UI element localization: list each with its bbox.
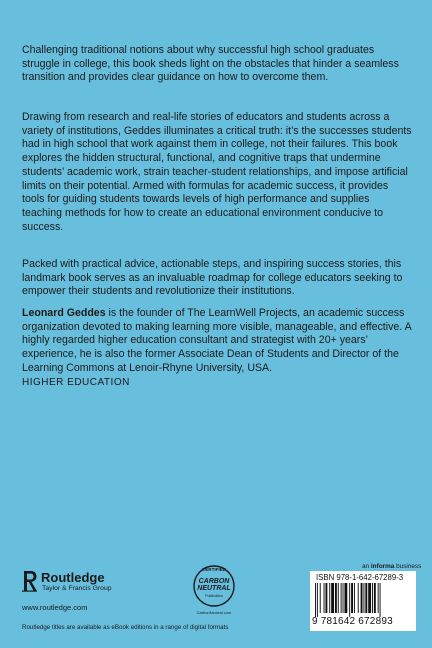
routledge-r-logo-icon: [22, 570, 38, 592]
informa-prefix: an: [362, 563, 371, 570]
informa-brand: informa: [370, 563, 395, 570]
author-bio: [22, 307, 412, 376]
publisher-url: www.routledge.com: [22, 603, 88, 612]
isbn-barcode: [310, 571, 416, 631]
author-name: Leonard Geddes: [22, 307, 106, 319]
informa-suffix: business: [394, 563, 422, 570]
ebook-note: Routledge titles are available as eBook editions in a range of digital formats: [22, 624, 229, 631]
isbn-label: ISBN 978-1-642-67289-3: [316, 573, 404, 582]
informa-business-label: [362, 563, 421, 570]
publisher-name: Routledge: [41, 570, 105, 585]
description-paragraph-2: Drawing from research and real-life stories of educators and students across a variety of institutions, Geddes illuminates a critical truth: it’s the successes students had in high school that work against them in college, not their failures. This book explores the hidden structural, functional, and cognitive traps that undermine students’ academic work, strain teacher-student relationships, and impose artificial limits on their potential. Armed with formulas for academic success, it provides tools for guiding students towards levels of high performance and supplies teaching methods for how to create an educational environment conducive to success.: [22, 111, 412, 233]
barcode-digits: 9 781642 672893: [312, 616, 393, 627]
carbon-badge-line2: NEUTRAL: [197, 585, 231, 592]
description-paragraph-1: Challenging traditional notions about why successful high school graduates struggle in college, this book sheds light on the obstacles that hinder a seamless transition and provides clear guidance on how to overcome them.: [22, 44, 399, 84]
carbon-badge-top: CERTIFIED: [201, 567, 227, 572]
subject-category: HIGHER EDUCATION: [22, 377, 130, 388]
carbon-badge-sub: Publication: [205, 594, 223, 598]
carbon-neutral-badge-icon: [186, 562, 242, 624]
carbon-badge-line1: CARBON: [198, 578, 230, 585]
barcode-icon: [315, 583, 411, 617]
description-paragraph-3: Packed with practical advice, actionable steps, and inspiring success stories, this landmark book serves as an invaluable roadmap for college educators seeking to empower their students and revolutionize their institutions.: [22, 258, 403, 298]
publisher-group: Taylor & Francis Group: [42, 585, 112, 592]
carbon-badge-url: CarbonNeutral.com: [196, 610, 232, 615]
author-bio-text: is the founder of The LearnWell Projects, an academic success organization devoted to making learning more visible, manageable, and effective. A highly regarded higher education consultant and strategist with 20+ years’ experience, he is also the former Associate Dean of Students and Director of the Learning Commons at Lenoir-Rhyne University, USA.: [22, 307, 412, 374]
